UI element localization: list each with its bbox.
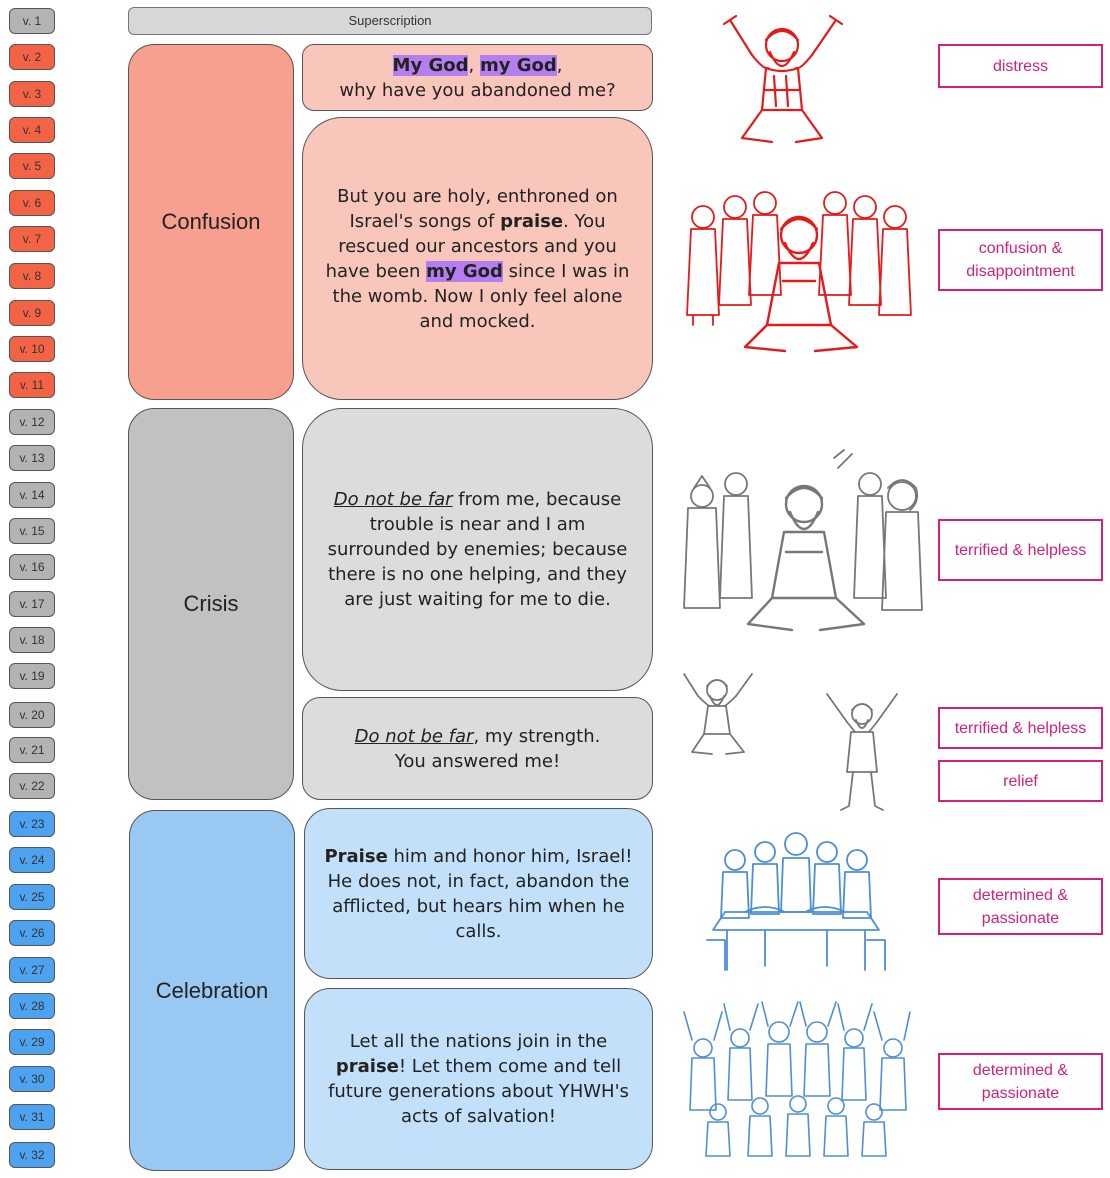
verse-label: v. 24 <box>9 847 55 873</box>
section-crisis <box>128 408 294 800</box>
verse-label: v. 13 <box>9 445 55 471</box>
section-celebration <box>129 810 295 1171</box>
emotion-label-terrified: terrified & helpless <box>938 707 1103 749</box>
praying-man-icon <box>712 10 852 150</box>
section-confusion <box>128 44 294 400</box>
text-fragment: , <box>556 54 563 76</box>
emotion-label-relief: relief <box>938 760 1103 802</box>
verse-label: v. 32 <box>9 1142 55 1168</box>
verse-label: v. 3 <box>9 81 55 107</box>
text-fragment: why have you abandoned me? <box>339 79 616 101</box>
section-label-confusion: Confusion <box>161 209 261 234</box>
highlight-my-god: my God <box>479 54 557 76</box>
text-fragment: You answered me! <box>394 750 561 772</box>
verse-label: v. 6 <box>9 190 55 216</box>
verse-label: v. 19 <box>9 663 55 689</box>
verse-label: v. 15 <box>9 518 55 544</box>
text-fragment: Let all the nations join in the <box>349 1031 608 1052</box>
standing-man-icon <box>817 688 907 818</box>
text-fragment: , <box>468 54 480 76</box>
text-box-verses-20-22 <box>302 697 653 800</box>
keyword-praise: Praise <box>324 845 388 867</box>
text-fragment: since I was in the womb. Now I only feel alone and mocked. <box>332 260 630 332</box>
text-fragment: But you are holy, enthroned on Israel's songs of <box>337 185 618 232</box>
verse-label: v. 31 <box>9 1104 55 1130</box>
verse-label: v. 23 <box>9 811 55 837</box>
emotion-label-determined: determined & passionate <box>938 1053 1103 1110</box>
rejoicing-crowd-icon <box>678 1000 913 1162</box>
section-label-celebration: Celebration <box>155 977 269 1003</box>
verse-label: v. 29 <box>9 1029 55 1055</box>
text-box-verses-2 <box>302 44 653 111</box>
verse-label: v. 26 <box>9 920 55 946</box>
verse-label: v. 10 <box>9 336 55 362</box>
verse-label: v. 18 <box>9 627 55 653</box>
text-box-verses-12-19 <box>302 408 653 691</box>
superscription-bar: Superscription <box>128 7 652 35</box>
emotion-label-terrified: terrified & helpless <box>938 519 1103 581</box>
text-fragment: him and honor him, Israel! He does not, in fact, abandon the afflicted, but hears him when he calls. <box>327 845 633 942</box>
verse-label: v. 12 <box>9 409 55 435</box>
text-box-verses-3-11 <box>302 117 653 400</box>
surrounded-man-icon <box>674 448 926 638</box>
phrase-do-not-be-far: Do not be far <box>333 489 453 510</box>
verse-label: v. 5 <box>9 153 55 179</box>
text-fragment: from me, because trouble is near and I am surrounded by enemies; because there is no one helping, and they are just waiting for me to die. <box>327 489 628 610</box>
verse-label: v. 9 <box>9 300 55 326</box>
emotion-label-confusion: confusion & disappointment <box>938 229 1103 291</box>
verse-label: v. 4 <box>9 117 55 143</box>
phrase-do-not-be-far: Do not be far <box>354 725 474 747</box>
text-fragment: ! Let them come and tell future generations about YHWH's acts of salvation! <box>328 1056 629 1127</box>
kneeling-man-icon <box>670 666 765 761</box>
keyword-praise: praise <box>335 1056 399 1077</box>
verse-label: v. 20 <box>9 702 55 728</box>
text-box-verses-23-26 <box>304 808 653 979</box>
emotion-label-distress: distress <box>938 44 1103 88</box>
text-fragment: . You rescued our ancestors and you have been <box>325 210 617 282</box>
verse-label: v. 27 <box>9 957 55 983</box>
mocked-man-crowd-icon <box>675 185 920 355</box>
verse-label: v. 17 <box>9 591 55 617</box>
verse-label: v. 11 <box>9 372 55 398</box>
keyword-praise: praise <box>500 210 564 232</box>
emotion-label-determined: determined & passionate <box>938 878 1103 935</box>
feast-table-icon <box>705 830 887 975</box>
verse-label: v. 2 <box>9 44 55 70</box>
verse-label: v. 30 <box>9 1066 55 1092</box>
highlight-my-god: My God <box>392 54 469 76</box>
verse-label: v. 1 <box>9 8 55 34</box>
verse-label: v. 22 <box>9 773 55 799</box>
verse-label: v. 25 <box>9 884 55 910</box>
text-box-verses-27-32 <box>304 988 653 1170</box>
verse-label: v. 8 <box>9 263 55 289</box>
verse-label: v. 7 <box>9 226 55 252</box>
verse-label: v. 14 <box>9 482 55 508</box>
verse-label: v. 16 <box>9 554 55 580</box>
verse-label: v. 28 <box>9 993 55 1019</box>
section-label-crisis: Crisis <box>183 591 239 616</box>
verse-label: v. 21 <box>9 737 55 763</box>
text-fragment: , my strength. <box>473 725 601 747</box>
highlight-my-god: my God <box>426 260 503 282</box>
